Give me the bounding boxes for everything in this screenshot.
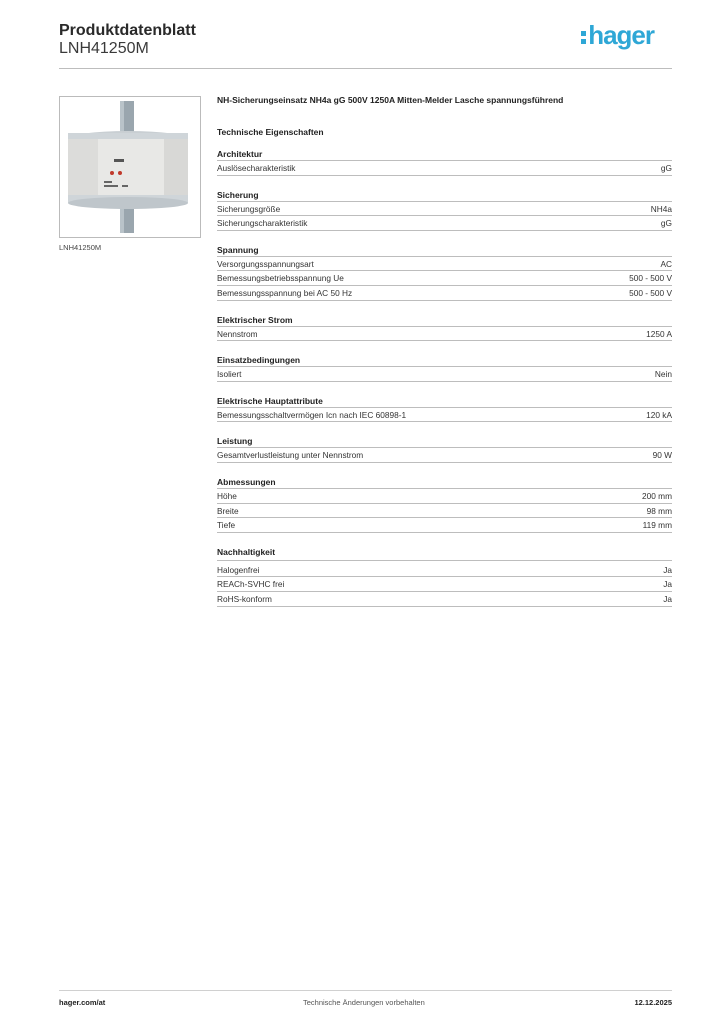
section-abmessungen [217, 477, 672, 533]
table-row [217, 327, 672, 342]
section-title: Elektrischer Strom [217, 315, 672, 327]
row-value: AC [660, 258, 672, 269]
table-row [217, 518, 672, 533]
row-value: 1250 A [646, 328, 672, 339]
header-divider [59, 68, 672, 69]
product-description: NH-Sicherungseinsatz NH4a gG 500V 1250A Mitten-Melder Lasche spannungsführend [217, 95, 564, 105]
row-value: 90 W [652, 450, 672, 461]
table-row [217, 577, 672, 592]
logo-dots-icon [581, 31, 586, 44]
product-code: LNH41250M [59, 40, 149, 57]
table-row [217, 161, 672, 176]
footer-date: 12.12.2025 [634, 998, 672, 1007]
row-value: 119 mm [642, 520, 672, 531]
section-title: Sicherung [217, 190, 672, 202]
row-label: REACh-SVHC frei [217, 579, 285, 590]
section-title: Abmessungen [217, 477, 672, 489]
section-title: Nachhaltigkeit [217, 547, 672, 561]
row-value: NH4a [650, 203, 672, 214]
row-value: 98 mm [646, 505, 672, 516]
table-row [217, 592, 672, 607]
row-label: Bemessungsspannung bei AC 50 Hz [217, 287, 353, 298]
section-sicherung [217, 190, 672, 231]
row-label: Tiefe [217, 520, 236, 531]
row-label: RoHS-konform [217, 593, 272, 604]
row-label: Versorgungsspannungsart [217, 258, 314, 269]
table-row [217, 202, 672, 217]
section-nachhaltigkeit [217, 547, 672, 607]
row-label: Gesamtverlustleistung unter Nennstrom [217, 450, 364, 461]
table-row [217, 216, 672, 231]
page-header [59, 20, 672, 70]
row-value: Ja [663, 579, 672, 590]
page-title: Produktdatenblatt [59, 22, 196, 39]
row-label: Nennstrom [217, 328, 258, 339]
product-details [217, 94, 672, 607]
row-value: Ja [663, 564, 672, 575]
row-value: Nein [654, 369, 672, 380]
table-row [217, 271, 672, 286]
section-title: Spannung [217, 245, 672, 257]
table-row [217, 286, 672, 301]
section-title: Elektrische Hauptattribute [217, 396, 672, 408]
row-value: gG [660, 218, 672, 229]
section-title: Architektur [217, 149, 672, 161]
section-elektrische-hauptattribute [217, 396, 672, 423]
row-value: 120 kA [646, 409, 672, 420]
section-elektrischer-strom [217, 315, 672, 342]
technical-heading: Technische Eigenschaften [217, 127, 324, 137]
logo-text: hager [588, 19, 654, 50]
section-title: Einsatzbedingungen [217, 355, 672, 367]
footer-notice: Technische Änderungen vorbehalten [303, 998, 425, 1007]
row-value: gG [660, 163, 672, 173]
section-einsatzbedingungen [217, 355, 672, 382]
table-row [217, 408, 672, 423]
row-value: 200 mm [642, 490, 672, 501]
footer-divider [59, 990, 672, 991]
row-label: Isoliert [217, 369, 242, 380]
table-row [217, 257, 672, 272]
section-leistung [217, 436, 672, 463]
row-label: Halogenfrei [217, 564, 260, 575]
row-value: 500 - 500 V [629, 273, 672, 284]
row-label: Auslösecharakteristik [217, 163, 296, 173]
row-label: Höhe [217, 490, 237, 501]
row-label: Breite [217, 505, 239, 516]
row-value: Ja [663, 593, 672, 604]
row-label: Sicherungsgröße [217, 203, 281, 214]
row-label: Bemessungsbetriebsspannung Ue [217, 273, 344, 284]
section-title: Leistung [217, 436, 672, 448]
table-row [217, 367, 672, 382]
hager-logo [581, 20, 654, 50]
image-caption: LNH41250M [59, 243, 102, 252]
table-row [217, 489, 672, 504]
fuse-cartridge-image [59, 96, 201, 238]
table-row [217, 563, 672, 578]
table-row [217, 504, 672, 519]
footer-website-link[interactable]: hager.com/at [59, 998, 106, 1007]
table-row [217, 448, 672, 463]
section-spannung [217, 245, 672, 301]
row-label: Bemessungsschaltvermögen Icn nach IEC 60898-1 [217, 409, 407, 420]
row-label: Sicherungscharakteristik [217, 218, 308, 229]
section-architektur [217, 149, 672, 176]
row-value: 500 - 500 V [629, 287, 672, 298]
